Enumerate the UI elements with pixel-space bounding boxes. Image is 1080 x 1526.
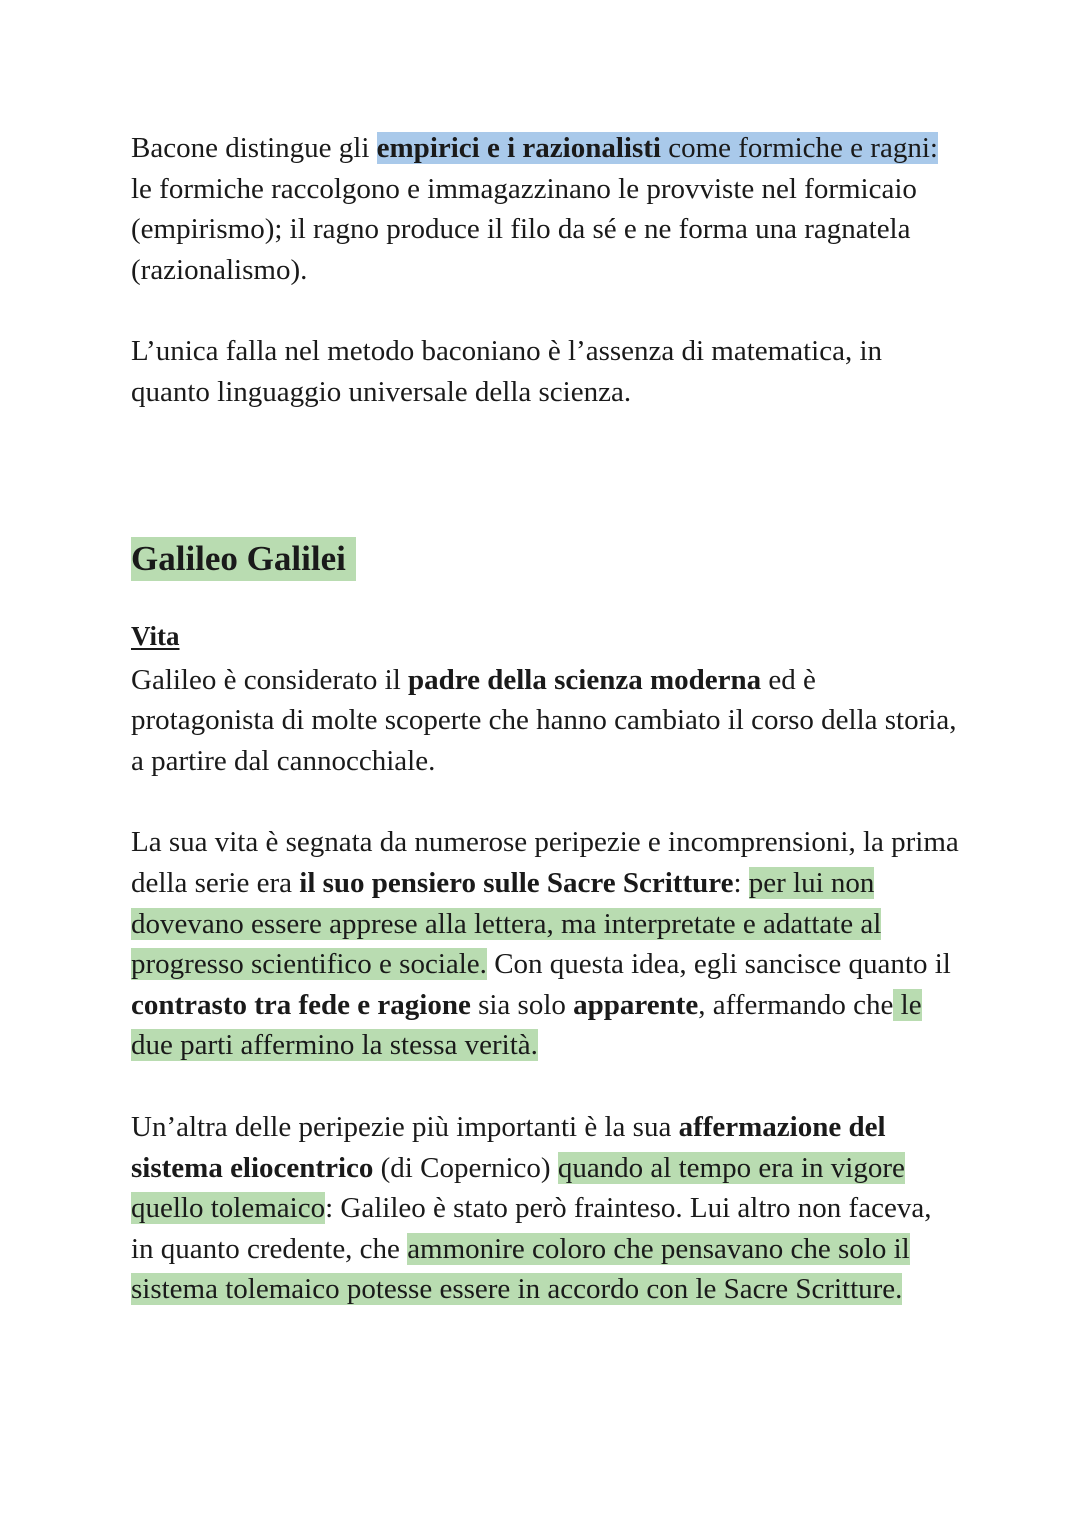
section-title-wrap [131,537,961,581]
paragraph-bacone-flaw: L’unica falla nel metodo baconiano è l’assenza di matematica, in quanto linguaggio universale della scienza. [131,335,883,408]
highlight-green: ammonire coloro che pensavano che solo il sistema tolemaico potesse essere in accordo con le Sacre Scritture. [131,1232,910,1306]
spacer [131,1066,961,1107]
text-run: (di Copernico) [373,1151,558,1184]
bold-run: apparente [573,988,699,1021]
section-title: Galileo Galilei [131,537,356,581]
bold-run: empirici e i razionalisti [376,132,661,164]
bold-run: contrasto tra fede e ragione [131,988,471,1021]
spacer [131,781,961,822]
text-run: Un’altra delle peripezie più importanti è la sua [131,1110,679,1143]
spacer [131,290,961,331]
spacer [131,413,961,537]
highlight-green: quando al tempo era in vigore quello tolemaico [131,1151,905,1225]
text-run: sia solo [470,988,574,1021]
highlight-green: per lui non dovevano essere apprese alla lettera, ma interpretate e adattate al progresso scientifico e sociale. [131,866,882,981]
bold-run: affermazione del sistema eliocentrico [131,1110,886,1184]
paragraph-galileo-heliocentric [131,1107,961,1310]
document-page [131,128,961,1310]
text-run: Bacone distingue gli [131,132,377,164]
text-run: Con questa idea, egli sancisce quanto il [486,948,951,981]
bold-run: padre della scienza moderna [408,663,762,696]
text-run: La sua vita è segnata da numerose peripezie e incomprensioni, la prima della serie era [131,826,959,899]
paragraph-bacone-ants-spiders [131,128,961,290]
text-run: ed è protagonista di molte scoperte che hanno cambiato il corso della storia, a partire dal cannocchiale. [131,663,957,777]
paragraph-galileo-father [131,660,961,782]
text-run: le formiche raccolgono e immagazzinano le provviste nel formicaio (empirismo); il ragno produce il filo da sé e ne forma una ragnatela (razionalismo). [131,172,917,286]
paragraph-galileo-scriptures [131,822,961,1066]
text-run: come formiche e ragni: [660,132,938,164]
text-run: , affermando che [698,988,894,1021]
bold-run: il suo pensiero sulle Sacre Scritture [299,866,734,899]
highlight-blue [377,132,938,164]
text-run: : Galileo è stato però frainteso. Lui altro non faceva, in quanto credente, che [131,1192,932,1265]
highlight-green: le due parti affermino la stessa verità. [131,988,922,1062]
text-run: : [733,866,749,899]
subsection-title: Vita [131,620,180,651]
text-run: Galileo è considerato il [131,663,409,696]
